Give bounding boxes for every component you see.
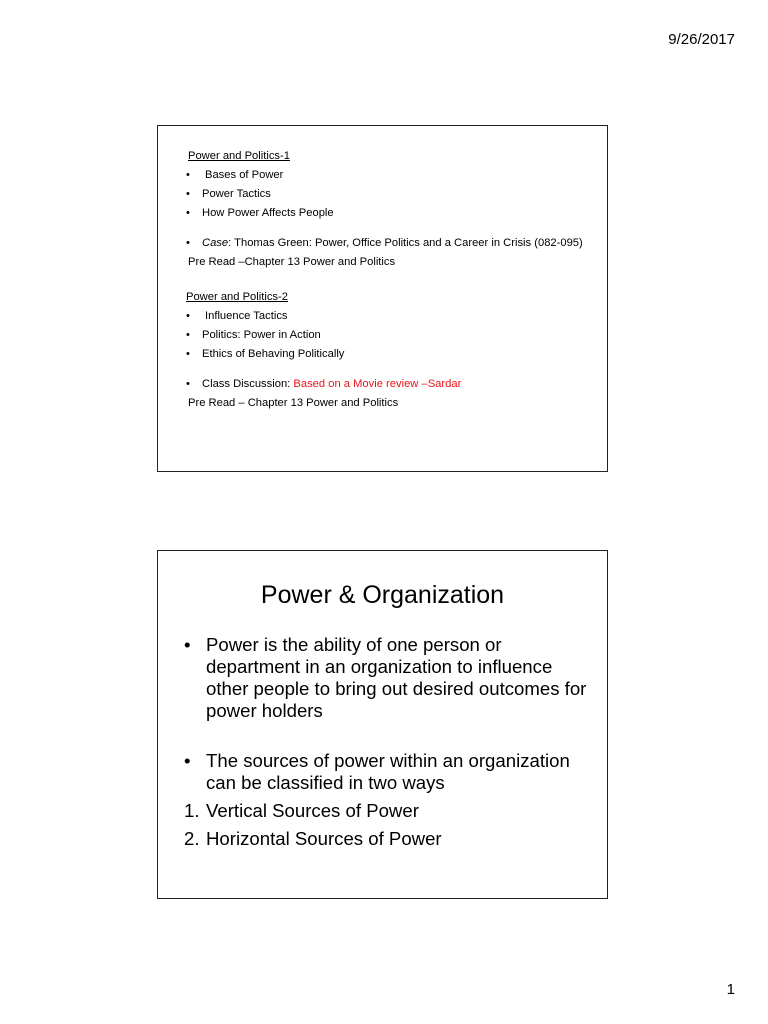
list-item-text: Politics: Power in Action bbox=[202, 329, 321, 341]
list-item bbox=[186, 345, 586, 364]
preread-1: Pre Read –Chapter 13 Power and Politics bbox=[188, 256, 396, 268]
spacer bbox=[186, 223, 586, 234]
slide-1-agenda bbox=[157, 125, 608, 472]
slide-title: Power & Organization bbox=[260, 581, 505, 609]
item-text: Horizontal Sources of Power bbox=[206, 828, 442, 849]
bullet-item: • Power is the ability of one person or department in an organization to influence other people to bring out desired outcomes for power holders bbox=[184, 634, 594, 722]
list-item bbox=[186, 185, 586, 204]
section-2-heading: Power and Politics-2 bbox=[186, 291, 288, 303]
discussion-list bbox=[186, 375, 586, 394]
section-1-list bbox=[186, 166, 586, 223]
discussion-item bbox=[186, 375, 586, 394]
preread-2: Pre Read – Chapter 13 Power and Politics bbox=[188, 397, 399, 409]
slide-body bbox=[184, 634, 594, 850]
case-item bbox=[186, 234, 586, 253]
spacer bbox=[184, 722, 594, 750]
page-date: 9/26/2017 bbox=[668, 31, 735, 48]
case-list bbox=[186, 234, 586, 253]
item-number: 2. bbox=[184, 828, 200, 849]
slide-2-power-organization bbox=[157, 550, 608, 899]
item-number: 1. bbox=[184, 800, 200, 821]
case-label: Case bbox=[202, 237, 229, 249]
item-text: Vertical Sources of Power bbox=[206, 800, 419, 821]
spacer bbox=[186, 272, 586, 288]
discussion-highlight: Based on a Movie review –Sardar bbox=[293, 378, 462, 390]
list-item bbox=[186, 204, 586, 223]
page-number: 1 bbox=[726, 981, 735, 998]
list-item bbox=[186, 307, 586, 326]
discussion-label: Class Discussion: bbox=[202, 378, 294, 390]
list-item-text: Bases of Power bbox=[205, 169, 284, 181]
agenda-content bbox=[186, 147, 586, 413]
numbered-item bbox=[184, 828, 594, 850]
list-item bbox=[186, 166, 586, 185]
spacer bbox=[186, 364, 586, 375]
numbered-item bbox=[184, 800, 594, 822]
section-2-list bbox=[186, 307, 586, 364]
list-item-text: How Power Affects People bbox=[202, 207, 334, 219]
list-item-text: Influence Tactics bbox=[205, 310, 288, 322]
list-item bbox=[186, 326, 586, 345]
section-1-heading: Power and Politics-1 bbox=[188, 150, 290, 162]
list-item-text: Ethics of Behaving Politically bbox=[202, 348, 345, 360]
bullet-item: • The sources of power within an organization can be classified in two ways bbox=[184, 750, 594, 794]
list-item-text: Power Tactics bbox=[202, 188, 271, 200]
case-text: : Thomas Green: Power, Office Politics and a Career in Crisis (082-095) bbox=[228, 237, 583, 249]
